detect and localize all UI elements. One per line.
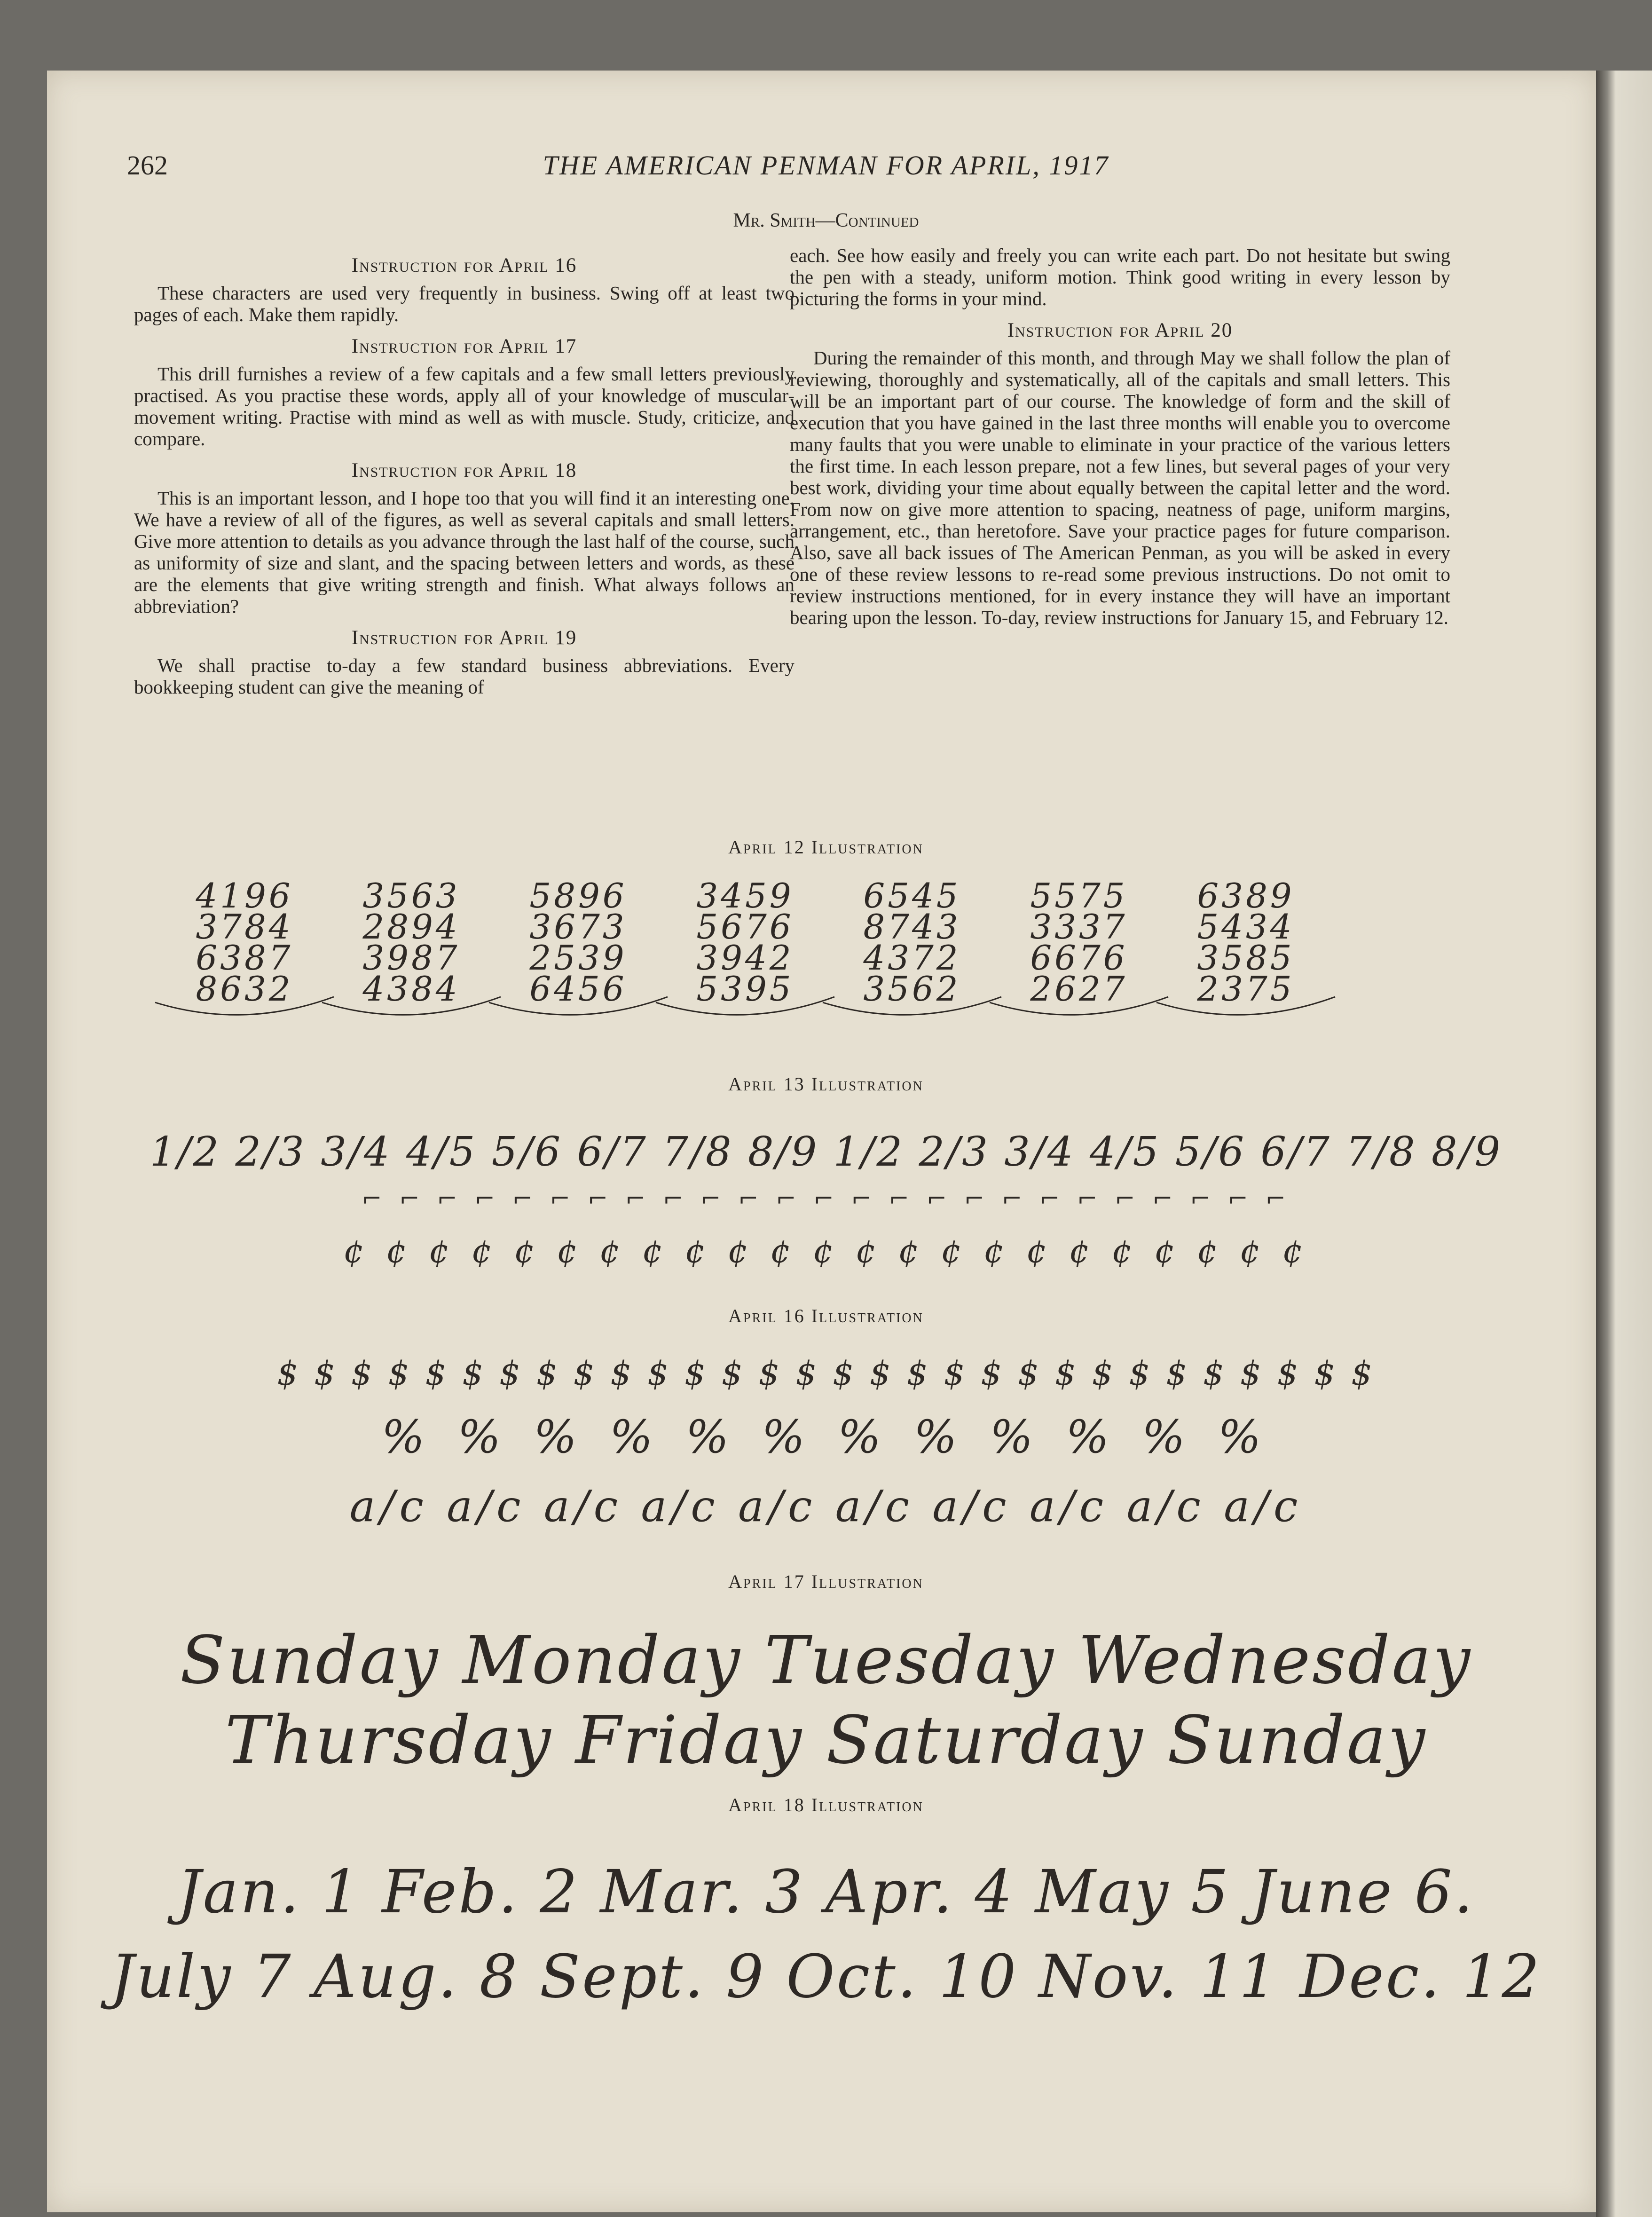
section-text: This is an important lesson, and I hope too that you will find it an interesting one. We have a review of all of the figures, as well as several capitals and small letters. Give more attention to details as you advance through the last half of the course, such as uniformity of size and slant, and the spacing between letters and words, as these are the elements that give writing strength and finish. What always follows an abbreviation? — [134, 487, 795, 617]
figure-number: 3987 — [362, 938, 460, 978]
figure-number: 3784 — [196, 907, 293, 947]
figure-number: 5395 — [696, 969, 794, 1009]
dash-row: ⌐ ⌐ ⌐ ⌐ ⌐ ⌐ ⌐ ⌐ ⌐ ⌐ ⌐ ⌐ ⌐ ⌐ ⌐ ⌐ ⌐ ⌐ ⌐ ⌐ ⌐ ⌐ ⌐ ⌐ ⌐ — [362, 1185, 1290, 1213]
page-header — [0, 150, 1652, 187]
figure-number: 3459 — [696, 876, 794, 915]
figure-number: 5434 — [1197, 907, 1295, 947]
figure-number: 6676 — [1030, 938, 1128, 978]
dollars-row: $ $ $ $ $ $ $ $ $ $ $ $ $ $ $ $ $ $ $ $ $ $ $ $ $ $ $ $ $ $ — [277, 1354, 1375, 1393]
figure-number: 8743 — [863, 907, 961, 947]
section-heading: Instruction for April 19 — [351, 627, 577, 649]
percents-row: % % % % % % % % % % % % — [381, 1411, 1271, 1463]
months-line-2: July 7 Aug. 8 Sept. 9 Oct. 10 Nov. 11 Dec. 12 — [110, 1942, 1542, 2011]
figure-number: 3673 — [529, 907, 627, 947]
section-text: During the remainder of this month, and through May we shall follow the plan of reviewing, thoroughly and systematically, all of the capitals and small letters. This will be an important part of our course. The knowledge of form and the skill of execution that you have gained in the last three months will enable you to overcome many faults that you were unable to eliminate in your practice of the various letters the first time. In each lesson prepare, not a few lines, but several pages of your very best work, dividing your time about equally between the capital letter and the word. From now on give more attention to spacing, neatness of page, uniform margins, arrangement, etc., than heretofore. Save your practice pages for future comparison. Also, save all back issues of The American Penman, as you will be asked in every one of these review lessons to re-read some previous instructions. Do not omit to review instructions mentioned, for in every instance they will have an important bearing upon the lesson. To-day, review instructions for January 15, and February 12. — [790, 347, 1450, 628]
april16-caption: April 16 Illustration — [728, 1305, 924, 1326]
figure-number: 2894 — [362, 907, 460, 947]
figure-number: 6387 — [196, 938, 293, 978]
section-text: We shall practise to-day a few standard business abbreviations. Every bookkeeping student can give the meaning of — [134, 655, 795, 698]
right-column — [790, 245, 1450, 628]
april13-caption: April 13 Illustration — [728, 1073, 924, 1095]
figure-number: 5896 — [529, 876, 627, 915]
section-heading: Instruction for April 16 — [351, 254, 577, 276]
section-heading: Instruction for April 17 — [351, 335, 577, 357]
weekdays-line-1: Sunday Monday Tuesday Wednesday — [180, 1622, 1472, 1699]
left-column — [134, 245, 795, 698]
section-heading: Instruction for April 20 — [1007, 319, 1233, 341]
figure-number: 3337 — [1030, 907, 1128, 947]
april12-caption: April 12 Illustration — [728, 836, 924, 858]
weekdays-line-2: Thursday Friday Saturday Sunday — [225, 1702, 1427, 1779]
figure-number: 3563 — [362, 876, 460, 915]
figure-number: 3562 — [863, 969, 961, 1009]
figure-number: 2539 — [529, 938, 627, 978]
figure-number: 6545 — [863, 876, 961, 915]
figure-number: 2627 — [1030, 969, 1128, 1009]
figure-number: 2375 — [1197, 969, 1295, 1009]
figure-number: 3942 — [696, 938, 794, 978]
continued-text: each. See how easily and freely you can write each part. Do not hesitate but swing the pen with a steady, uniform motion. Think good writing in every lesson by picturing the forms in your mind. — [790, 245, 1450, 309]
section-text: These characters are used very frequently in business. Swing off at least two pages of each. Make them rapidly. — [134, 282, 795, 325]
figure-number: 6456 — [529, 969, 627, 1009]
author-continued: Mr. Smith—Continued — [733, 210, 919, 231]
figure-number: 5676 — [696, 907, 794, 947]
figure-number: 5575 — [1030, 876, 1128, 915]
months-line-1: Jan. 1 Feb. 2 Mar. 3 Apr. 4 May 5 June 6. — [177, 1857, 1475, 1926]
section-heading: Instruction for April 18 — [351, 459, 577, 481]
section-text: This drill furnishes a review of a few capitals and a few small letters previously practised. As you practise these words, apply all of your knowledge of muscular-movement writing. Practise with mind as well as with muscle. Study, criticize, and compare. — [134, 363, 795, 450]
accounts-row: a/c a/c a/c a/c a/c a/c a/c a/c a/c a/c — [349, 1481, 1303, 1531]
page-title: THE AMERICAN PENMAN FOR APRIL, 1917 — [543, 150, 1109, 181]
april18-caption: April 18 Illustration — [728, 1794, 924, 1815]
fractions-row: 1/2 2/3 3/4 4/5 5/6 6/7 7/8 8/9 1/2 2/3 3/4 4/5 5/6 6/7 7/8 8/9 — [149, 1128, 1503, 1176]
figure-number: 3585 — [1197, 938, 1295, 978]
figure-number: 4372 — [863, 938, 961, 978]
cents-row: ¢ ¢ ¢ ¢ ¢ ¢ ¢ ¢ ¢ ¢ ¢ ¢ ¢ ¢ ¢ ¢ ¢ ¢ ¢ ¢ ¢ ¢ ¢ — [343, 1232, 1309, 1270]
figure-number: 8632 — [196, 969, 293, 1009]
figure-number: 4384 — [362, 969, 460, 1009]
april17-caption: April 17 Illustration — [728, 1571, 924, 1592]
figure-number: 4196 — [196, 876, 293, 915]
figures-columns — [0, 876, 1549, 1049]
page-number: 262 — [127, 150, 168, 181]
figure-number: 6389 — [1197, 876, 1295, 915]
